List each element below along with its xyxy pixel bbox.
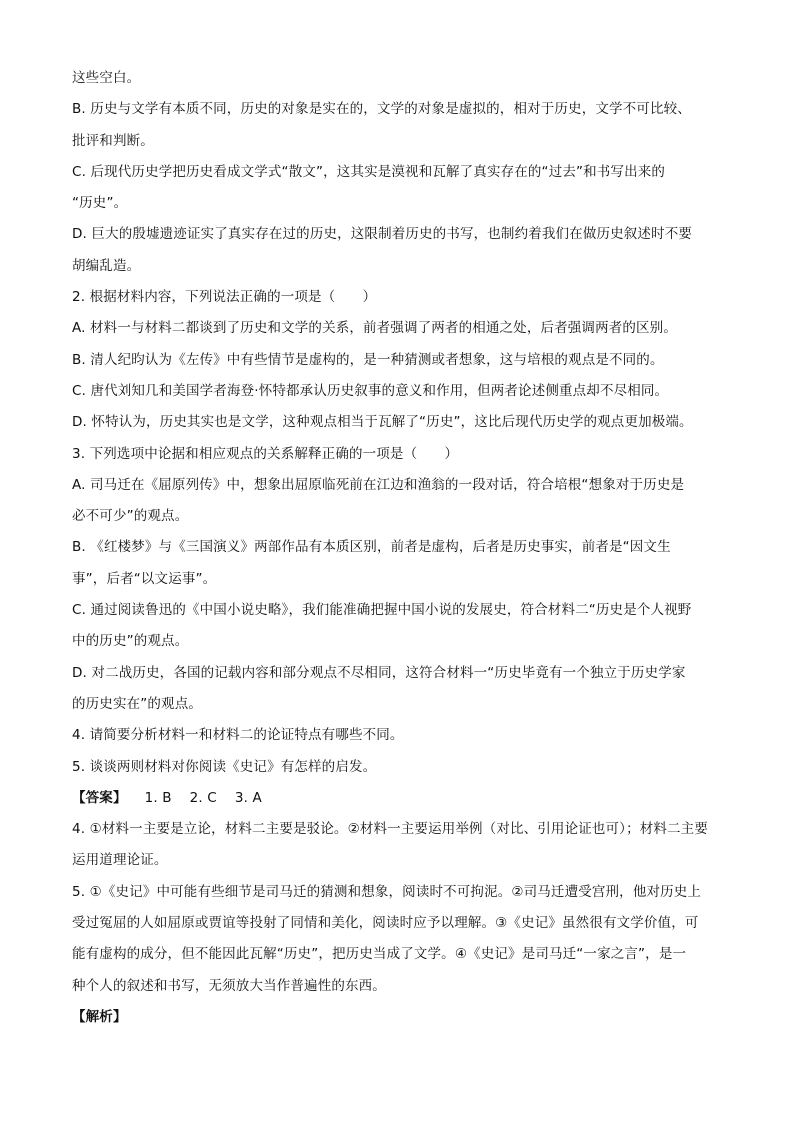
text-line-1: 这些空白。 — [72, 70, 141, 86]
option-d-line-2: 胡编乱造。 — [72, 257, 141, 274]
q2-option-d: D. 怀特认为，历史其实也是文学，这种观点相当于瓦解了“历史”，这比后现代历史学的观点更加极端。 — [72, 414, 693, 431]
answer-5-line-1: 5. ①《史记》中可能有些细节是司马迁的猜测和想象，阅读时不可拘泥。②司马迁遭受宫刑，他对历史上 — [72, 883, 702, 900]
question-2: 2. 根据材料内容，下列说法正确的一项是（ ） — [72, 289, 377, 306]
question-4: 4. 请简要分析材料一和材料二的论证特点有哪些不同。 — [72, 727, 404, 744]
answer-item-2: 2. C — [189, 789, 217, 806]
answer-key-line — [72, 783, 722, 814]
answer-4-line-1: 4. ①材料一主要是立论，材料二主要是驳论。②材料一主要运用举例（对比、引用论证也可）；材料二主要 — [72, 821, 708, 838]
q3-option-a-line-2: 必不可少”的观点。 — [72, 508, 189, 525]
q3-option-c-line-1: C. 通过阅读鲁迅的《中国小说史略》，我们能准确把握中国小说的发展史，符合材料二“历史是个人视野 — [72, 602, 692, 619]
option-d-line-1: D. 巨大的殷墟遗迹证实了真实存在过的历史，这限制着历史的书写，也制约着我们在做历史叙述时不要 — [72, 226, 693, 243]
q3-option-d-line-1: D. 对二战历史，各国的记载内容和部分观点不尽相同，这符合材料一“历史毕竟有一个独立于历史学家 — [72, 664, 686, 681]
analysis-label: 【解析】 — [72, 1008, 127, 1025]
q3-option-b-line-1: B. 《红楼梦》与《三国演义》两部作品有本质区别，前者是虚构，后者是历史事实，前者是“因文生 — [72, 539, 671, 556]
question-5: 5. 谈谈两则材料对你阅读《史记》有怎样的启发。 — [72, 758, 377, 775]
option-c-line-2: “历史”。 — [72, 195, 128, 212]
answer-label: 【答案】 — [72, 789, 127, 806]
answer-5-line-4: 种个人的叙述和书写，无须放大当作普遍性的东西。 — [72, 977, 386, 994]
answer-5-line-3: 能有虚构的成分，但不能因此瓦解“历史”，把历史当成了文学。④《史记》是司马迁“一家之言”，是一 — [72, 946, 687, 963]
answer-5-line-2: 受过冤屈的人如屈原或贾谊等投射了同情和美化，阅读时应予以理解。③《史记》虽然很有文学价值，可 — [72, 915, 699, 932]
answer-4-line-2: 运用道理论证。 — [72, 852, 168, 869]
q3-option-b-line-2: 事”，后者“以文运事”。 — [72, 570, 217, 587]
q2-option-c: C. 唐代刘知几和美国学者海登·怀特都承认历史叙事的意义和作用，但两者论述侧重点却不尽相同。 — [72, 382, 669, 399]
q2-option-b: B. 清人纪昀认为《左传》中有些情节是虚构的，是一种猜测或者想象，这与培根的观点是不同的。 — [72, 351, 664, 368]
option-b-line-1: B. 历史与文学有本质不同，历史的对象是实在的，文学的对象是虚拟的，相对于历史，文学不可比较、 — [72, 101, 691, 118]
answer-item-3: 3. A — [234, 789, 262, 806]
option-c-line-1: C. 后现代历史学把历史看成文学式“散文”，这其实是漠视和瓦解了真实存在的“过去”和书写出来的 — [72, 163, 666, 180]
question-3: 3. 下列选项中论据和相应观点的关系解释正确的一项是（ ） — [72, 445, 459, 462]
q3-option-d-line-2: 的历史实在”的观点。 — [72, 695, 202, 712]
answer-item-1: 1. B — [144, 789, 172, 806]
q3-option-c-line-2: 中的历史”的观点。 — [72, 633, 189, 650]
document-page — [72, 63, 722, 1033]
q3-option-a-line-1: A. 司马迁在《屈原列传》中，想象出屈原临死前在江边和渔翁的一段对话，符合培根“想象对于历史是 — [72, 476, 685, 493]
q2-option-a: A. 材料一与材料二都谈到了历史和文学的关系，前者强调了两者的相通之处，后者强调两者的区别。 — [72, 320, 677, 337]
option-b-line-2: 批评和判断。 — [72, 132, 154, 149]
